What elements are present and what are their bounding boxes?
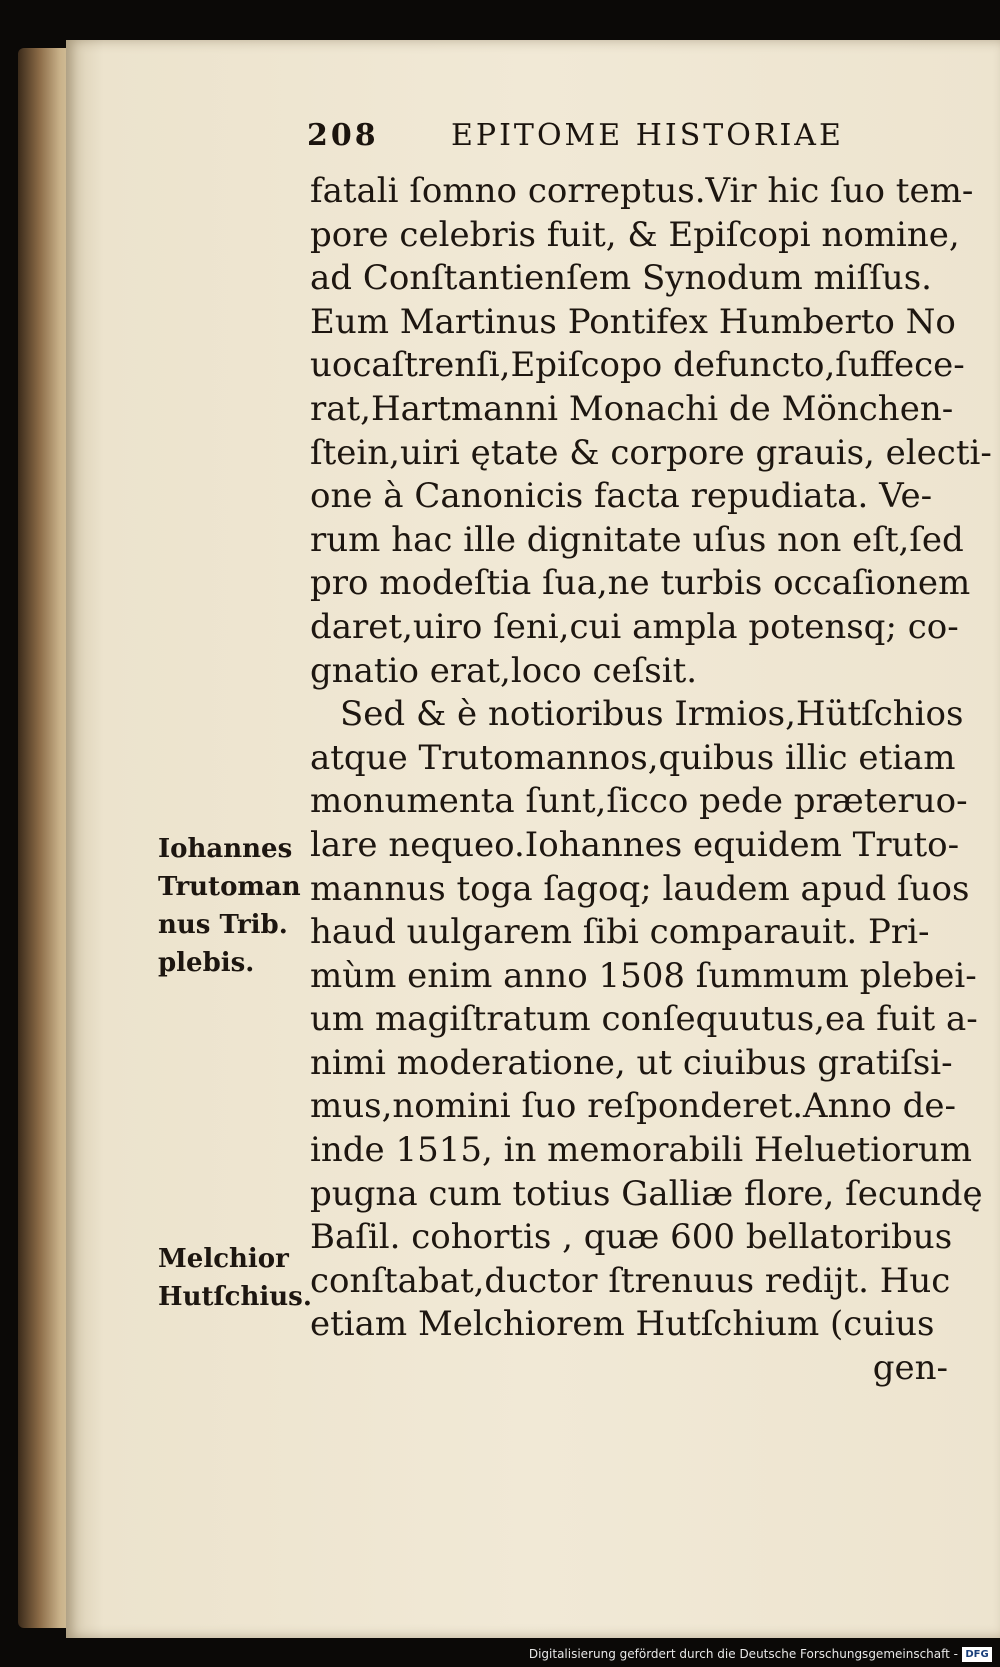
margin-note-line: nus Trib.: [158, 910, 288, 940]
text-line: pro modeſtia ſua,ne turbis occaſionem: [310, 563, 971, 604]
text-line: rum hac ille dignitate uſus non eſt,ſed: [310, 519, 964, 560]
text-line: Sed & è notioribus Irmios,Hütſchios: [340, 694, 964, 735]
text-line: daret,uiro ſeni,cui ampla potensq; co-: [310, 606, 959, 647]
text-line: rat,Hartmanni Monachi de Mönchen-: [310, 388, 954, 429]
catchword: gen-: [872, 1348, 948, 1389]
page-number: 208: [307, 118, 379, 153]
text-line: pugna cum totius Galliæ flore, ſecundę: [310, 1173, 983, 1214]
text-line: nimi moderatione, ut ciuibus gratiſsi-: [310, 1042, 953, 1083]
text-line: monumenta ſunt,ſicco pede præteruo-: [310, 781, 968, 822]
text-line: um magiſtratum conſequutus,ea fuit a-: [310, 999, 978, 1040]
text-line: atque Trutomannos,quibus illic etiam: [310, 737, 956, 778]
margin-note-line: Hutſchius.: [158, 1282, 312, 1312]
margin-note-line: Trutoman: [158, 872, 301, 902]
body-text: [310, 170, 992, 1390]
text-line: Baſil. cohortis , quæ 600 bellatoribus: [310, 1217, 953, 1258]
margin-note-line: Melchior: [158, 1244, 289, 1274]
digitization-credit: Digitalisierung gefördert durch die Deutsche Forschungsgemeinschaft -: [528, 1647, 958, 1661]
text-line: uocaſtrenſi,Epiſcopo defuncto,ſuffece-: [310, 345, 965, 386]
text-line: ad Conſtantienſem Synodum miſſus.: [310, 258, 932, 299]
margin-note-johannes: [158, 830, 306, 982]
text-line: mannus toga ſagoq; laudem apud ſuos: [310, 868, 970, 909]
text-line: fatali ſomno correptus.Vir hic ſuo tem-: [310, 171, 974, 211]
text-line: pore celebris fuit, & Epiſcopi nomine,: [310, 214, 960, 255]
text-line: mus,nomini ſuo reſponderet.Anno de-: [310, 1086, 957, 1127]
page-header: [307, 118, 867, 164]
text-line: Eum Martinus Pontifex Humberto No: [310, 301, 956, 342]
margin-note-melchior: [158, 1240, 312, 1316]
text-line: ſtein,uiri ętate & corpore grauis, electi-: [310, 432, 992, 473]
text-line: lare nequeo.Iohannes equidem Truto-: [310, 824, 960, 865]
text-line: gnatio erat,loco ceſsit.: [310, 650, 698, 691]
text-line: inde 1515, in memorabili Heluetiorum: [310, 1130, 973, 1171]
margin-note-line: plebis.: [158, 948, 255, 978]
text-line: etiam Melchiorem Hutſchium (cuius: [310, 1304, 935, 1345]
text-line: conſtabat,ductor ſtrenuus rediјt. Huc: [310, 1260, 951, 1301]
dfg-logo: DFG: [962, 1647, 992, 1662]
text-line: mùm enim anno 1508 ſummum plebei-: [310, 955, 977, 996]
text-line: haud uulgarem ſibi comparauit. Pri-: [310, 912, 930, 953]
margin-note-line: Iohannes: [158, 834, 293, 864]
text-line: one à Canonicis facta repudiata. Ve-: [310, 476, 933, 517]
running-title: EPITOME HISTORIAE: [451, 118, 844, 153]
